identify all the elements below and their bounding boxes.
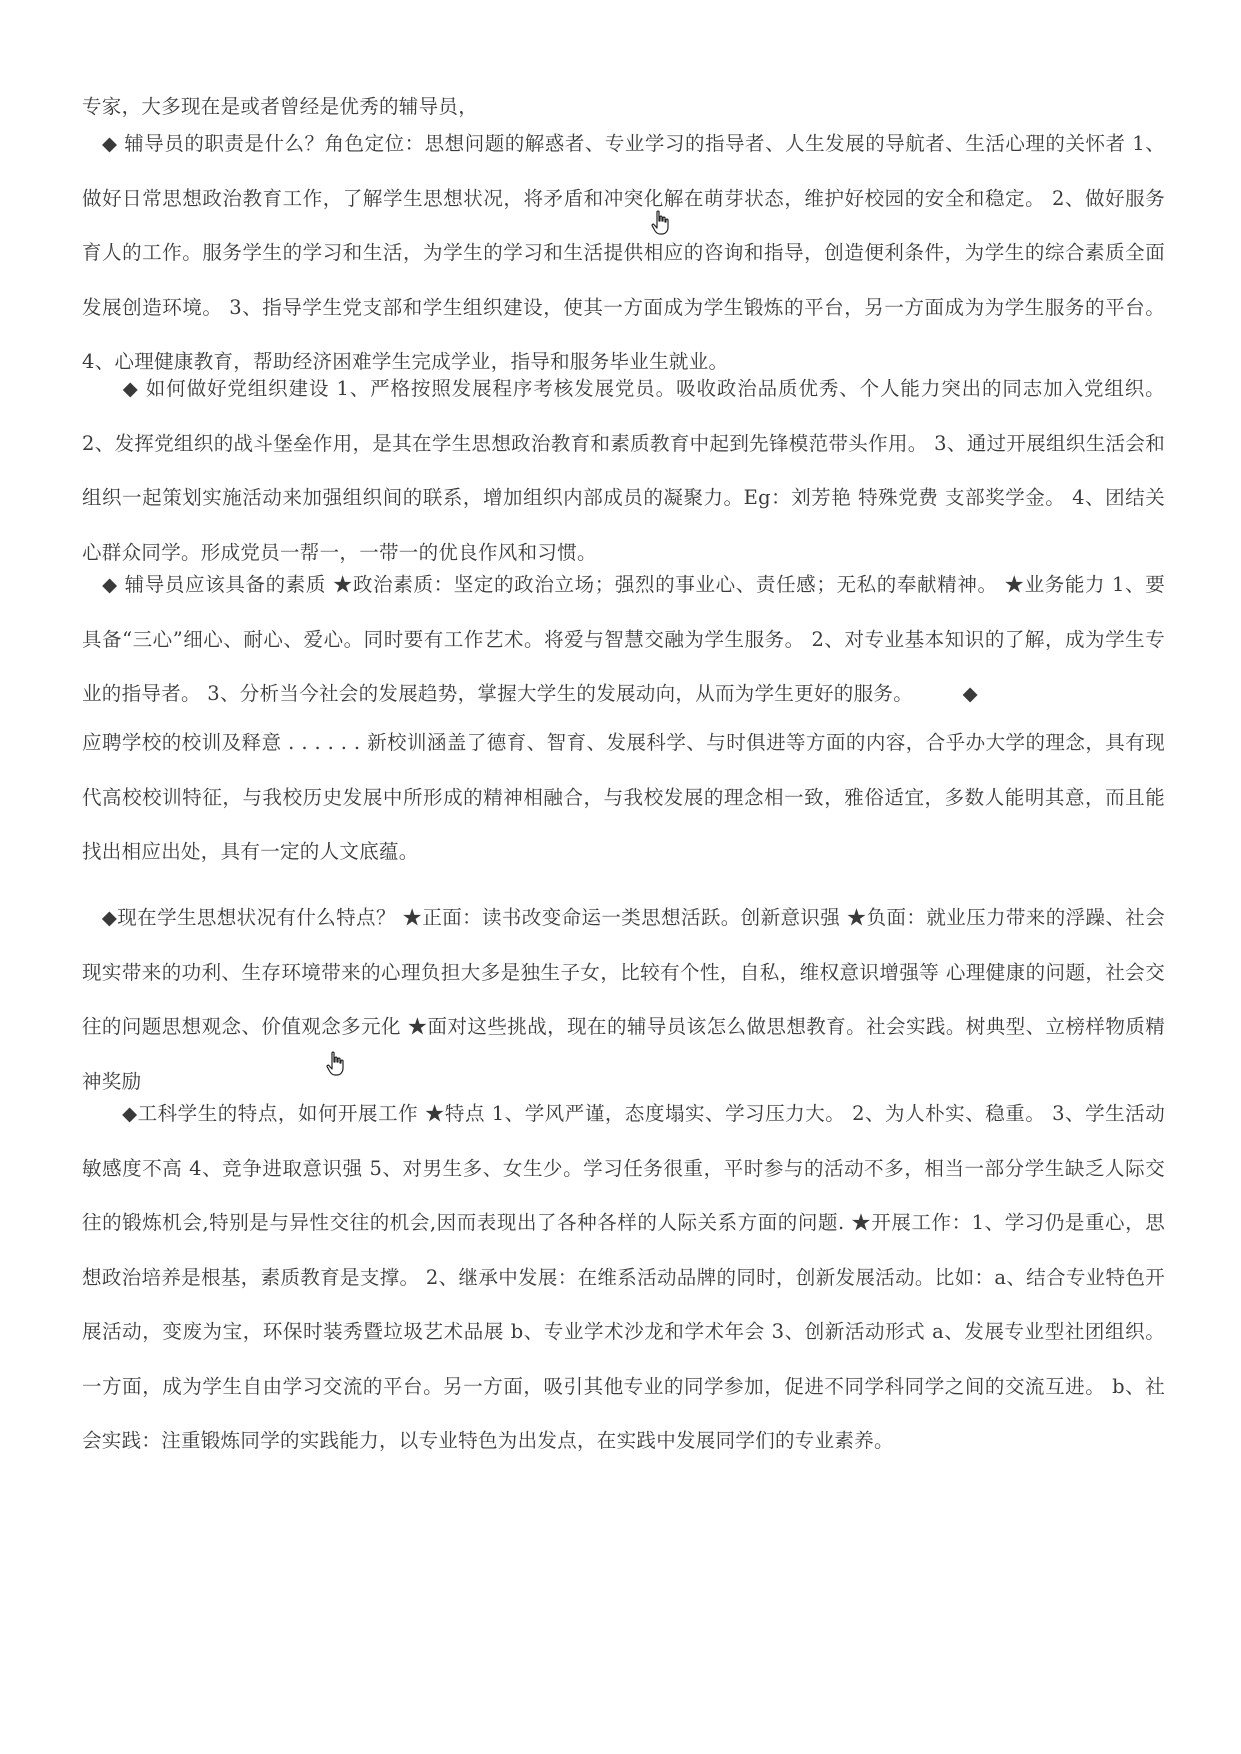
paragraph-counselor-duties: ◆ 辅导员的职责是什么？角色定位：思想问题的解惑者、专业学习的指导者、人生发展的导航者、生活心理的关怀者 1、做好日常思想政治教育工作，了解学生思想状况，将矛盾和冲突化解在萌芽状态，维护好校园的安全和稳定。 2、做好服务育人的工作。服务学生的学习和生活，为学生的学习和生活提供相应的咨询和指导，创造便利条件，为学生的综合素质全面发展创造环境。 3、指导学生党支部和学生组织建设，使其一方面成为学生锻炼的平台，另一方面成为为学生服务的平台。 4、心理健康教育，帮助经济困难学生完成学业，指导和服务毕业生就业。: [82, 132, 1165, 373]
paragraph-student-thinking: ◆现在学生思想状况有什么特点？ ★正面：读书改变命运一类思想活跃。创新意识强 ★负面：就业压力带来的浮躁、社会现实带来的功利、生存环境带来的心理负担大多是独生子女，比较有个性，自私，维权意识增强等 心理健康的问题，社会交往的问题思想观念、价值观念多元化 ★面对这些挑战，现在的辅导员该怎么做思想教育。社会实践。树典型、立榜样物质精神奖励: [82, 906, 1165, 1093]
paragraph-school-motto: 应聘学校的校训及释意 . . . . . . 新校训涵盖了德育、智育、发展科学、与时俱进等方面的内容，合乎办大学的理念，具有现代高校校训特征，与我校历史发展中所形成的精神相融合，与我校发展的理念相一致，雅俗适宜，多数人能明其意，而且能找出相应出处，具有一定的人文底蕴。: [82, 731, 1165, 863]
paragraph-party-building: ◆ 如何做好党组织建设 1、严格按照发展程序考核发展党员。吸收政治品质优秀、个人能力突出的同志加入党组织。 2、发挥党组织的战斗堡垒作用，是其在学生思想政治教育和素质教育中起到先锋模范带头作用。 3、通过开展组织生活会和组织一起策划实施活动来加强组织间的联系，增加组织内部成员的凝聚力。Eg：刘芳艳 特殊党费 支部奖学金。 4、团结关心群众同学。形成党员一帮一，一带一的优良作风和习惯。: [82, 377, 1165, 564]
paragraph-counselor-qualities: ◆ 辅导员应该具备的素质 ★政治素质：坚定的政治立场；强烈的事业心、责任感；无私的奉献精神。 ★业务能力 1、要具备“三心”细心、耐心、爱心。同时要有工作艺术。将爱与智慧交融为学生服务。 2、对专业基本知识的了解，成为学生专业的指导者。 3、分析当今社会的发展趋势，掌握大学生的发展动向，从而为学生更好的服务。 ◆: [82, 573, 1165, 705]
paragraph-intro: 专家，大多现在是或者曾经是优秀的辅导员，: [82, 95, 479, 118]
hand-cursor-icon: [325, 1051, 347, 1077]
hand-cursor-icon: [650, 210, 672, 236]
paragraph-engineering-students: ◆工科学生的特点，如何开展工作 ★特点 1、学风严谨，态度塌实、学习压力大。 2、为人朴实、稳重。 3、学生活动敏感度不高 4、竞争进取意识强 5、对男生多、女生少。学习任务很重，平时参与的活动不多，相当一部分学生缺乏人际交往的锻炼机会,特别是与异性交往的机会,因而表现出了各种各样的人际关系方面的问题. ★开展工作：1、学习仍是重心，思想政治培养是根基，素质教育是支撑。 2、继承中发展：在维系活动品牌的同时，创新发展活动。比如：a、结合专业特色开展活动，变废为宝，环保时装秀暨垃圾艺术品展 b、专业学术沙龙和学术年会 3、创新活动形式 a、发展专业型社团组织。一方面，成为学生自由学习交流的平台。另一方面，吸引其他专业的同学参加，促进不同学科同学之间的交流互进。 b、社会实践：注重锻炼同学的实践能力，以专业特色为出发点，在实践中发展同学们的专业素养。: [82, 1102, 1165, 1452]
